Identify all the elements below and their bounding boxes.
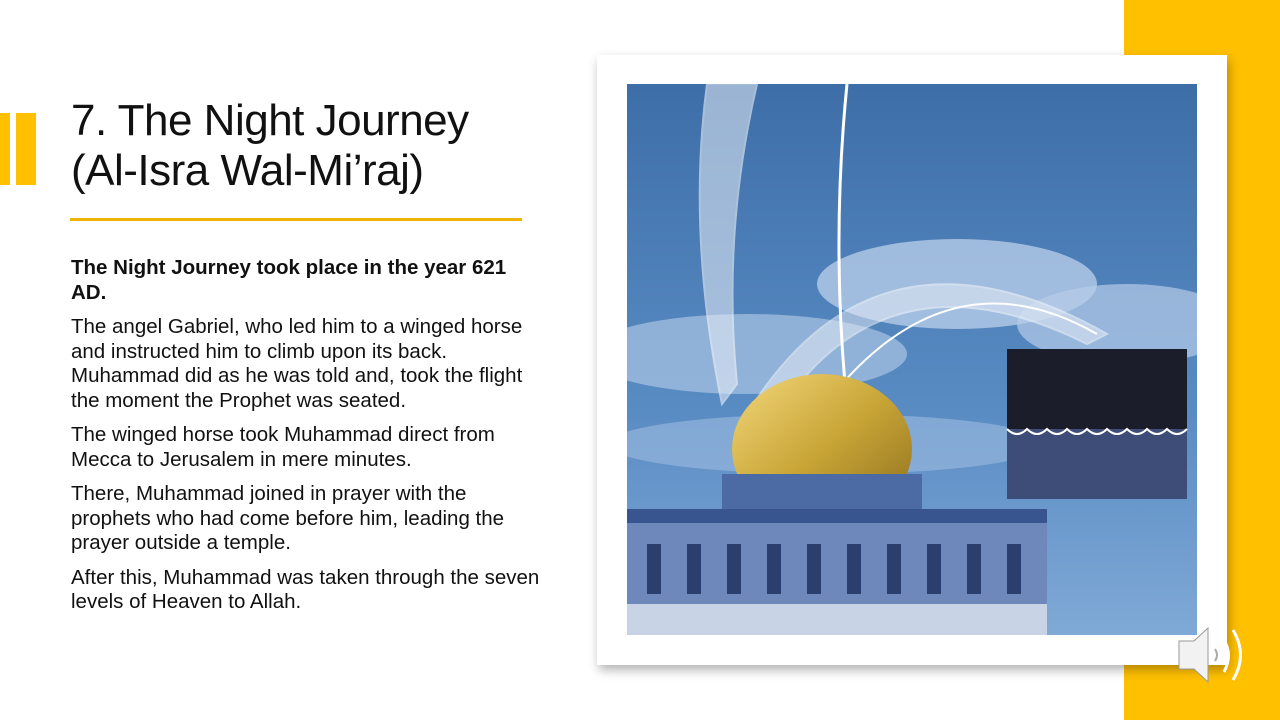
title-divider <box>70 218 522 221</box>
picture-frame <box>597 55 1227 665</box>
title-line: 7. The Night Journey <box>71 96 469 145</box>
slide-body <box>71 256 541 625</box>
title-line: (Al-Isra Wal-Mi’raj) <box>71 146 424 195</box>
paragraph: The angel Gabriel, who led him to a winged horse and instructed him to climb upon its back. Muhammad did as he was told and, took the flight the moment the Prophet was seated. <box>71 315 523 412</box>
paragraph: There, Muhammad joined in prayer with the prophets who had come before him, leading the prayer outside a temple. <box>71 482 505 554</box>
dome-of-the-rock-kaaba-image <box>627 84 1197 635</box>
accent-bar <box>16 113 36 185</box>
paragraph: The winged horse took Muhammad direct from Mecca to Jerusalem in mere minutes. <box>71 423 495 471</box>
slide-title <box>71 96 469 196</box>
paragraph-intro: The Night Journey took place in the year 621 AD. <box>71 256 507 304</box>
paragraph: After this, Muhammad was taken through the seven levels of Heaven to Allah. <box>71 565 540 613</box>
accent-bar <box>0 113 10 185</box>
speaker-icon[interactable] <box>1176 626 1252 684</box>
